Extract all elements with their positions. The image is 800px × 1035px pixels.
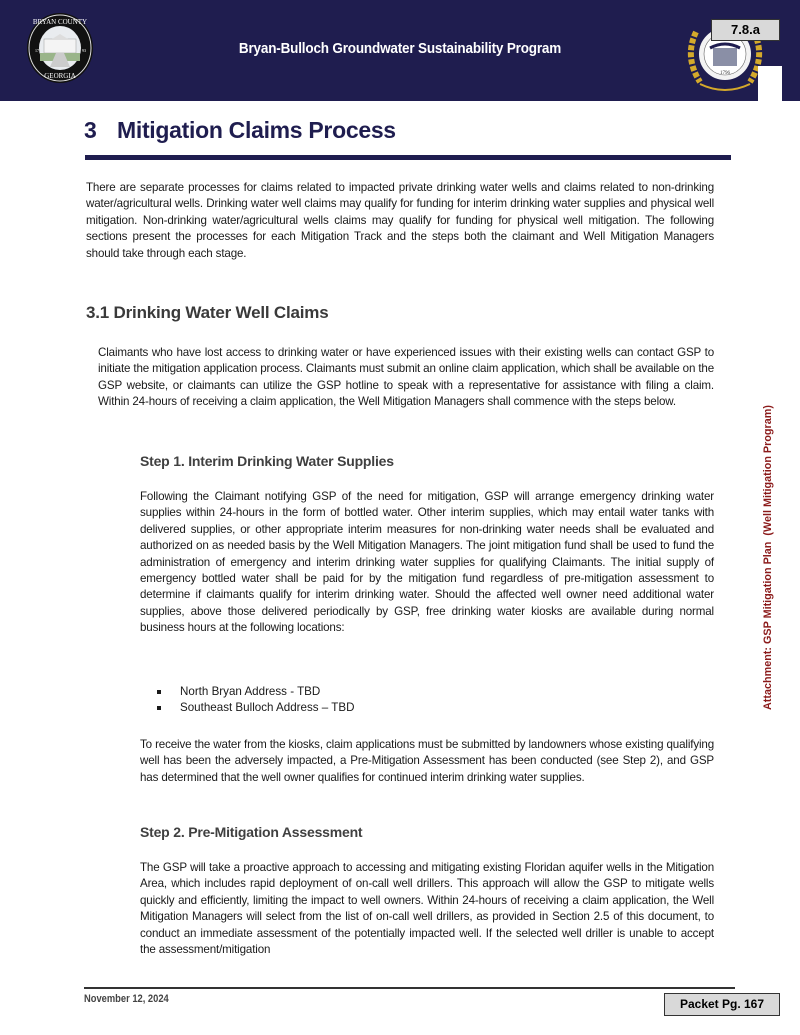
subsection-heading: 3.1 Drinking Water Well Claims <box>86 303 329 322</box>
section-number: 3 <box>84 117 97 143</box>
attachment-side-label: Attachment: GSP Mitigation Plan (Well Mitigation Program) <box>762 405 774 710</box>
footer-divider <box>84 987 735 989</box>
footer-date: November 12, 2024 <box>84 993 169 1005</box>
square-bullet-icon <box>157 706 161 710</box>
list-item: North Bryan Address - TBD <box>155 684 354 700</box>
svg-text:93: 93 <box>82 48 86 53</box>
list-item: Southeast Bulloch Address – TBD <box>155 700 354 716</box>
svg-text:BRYAN COUNTY: BRYAN COUNTY <box>32 18 88 26</box>
agenda-item-badge: 7.8.a <box>711 19 780 41</box>
section-divider <box>85 155 731 160</box>
section-title: Mitigation Claims Process <box>117 117 396 143</box>
svg-text:GEORGIA: GEORGIA <box>44 72 76 80</box>
subsection-paragraph: Claimants who have lost access to drinking water or have experienced issues with their existing wells can contact GSP to initiate the mitigation application process. Claimants must submit an online claim application, which shall be available on the GSP website, or claimants can utilize the GSP hotline to speak with a representative for assistance with filing a claim. Within 24-hours of receiving a claim application, the Well Mitigation Managers shall commence with the steps below. <box>98 346 714 409</box>
svg-text:1796: 1796 <box>720 71 730 76</box>
kiosk-location-list <box>155 684 354 717</box>
program-title: Bryan-Bulloch Groundwater Sustainability Program <box>238 40 562 57</box>
section-heading <box>84 117 396 144</box>
step1-heading: Step 1. Interim Drinking Water Supplies <box>140 453 394 469</box>
svg-text:17: 17 <box>35 48 39 53</box>
page-header <box>0 0 800 101</box>
section-intro-paragraph: There are separate processes for claims related to impacted private drinking water wells and claims related to non-drinking water/agricultural wells. Drinking water well claims may qualify for funding for interim drinking water supplies and physical well mitigation. Non-drinking water/agricultural wells claims may qualify for funding for physical well mitigation. The following sections present the processes for each Mitigation Track and the steps both the claimant and Well Mitigation Managers should take through each stage. <box>86 181 714 260</box>
kiosk-note-paragraph: To receive the water from the kiosks, claim applications must be submitted by landowners whose existing qualifying well has been the adversely impacted, a Pre-Mitigation Assessment has been conducted (see Step 2), and GSP has determined that the well owner qualifies for continued interim drinking water supplies. <box>140 738 714 784</box>
step2-paragraph: The GSP will take a proactive approach to accessing and mitigating existing Floridan aquifer wells in the Mitigation Area, which includes rapid deployment of on-call well drillers. This approach will allow the GSP to mitigate wells quickly and efficiently, limiting the impact to well owners. Within 24-hours of receiving a claim application, the Well Mitigation Managers will select from the list of on-call well drillers, as provided in Section 2.5 of this document, to conduct an immediate assessment of the potentially impacted well. If the selected well driller is unable to accept the assessment/mitigation <box>140 861 714 957</box>
step1-paragraph: Following the Claimant notifying GSP of the need for mitigation, GSP will arrange emergency drinking water supplies within 24-hours in the form of bottled water. Other interim supplies, which may entail water tanks with delivered supplies, or other appropriate interim measures for non-drinking water needs shall be evaluated and authorized on as needed basis by the Well Mitigation Managers. The joint mitigation fund shall be used to fund the administration of emergency and interim drinking water supplies for qualifying Claimants. The initial supply of emergency bottled water shall be paid for by the mitigation fund regardless of pre-mitigation assessment to determine if claimants qualify for interim drinking water. Should the affected well owner need additional water supplies, above those delivered periodically by GSP, free drinking water kiosks are available during normal business hours at the following locations: <box>140 490 714 635</box>
packet-page-badge: Packet Pg. 167 <box>664 993 780 1016</box>
header-tab-notch <box>758 66 782 101</box>
step2-heading: Step 2. Pre-Mitigation Assessment <box>140 824 363 840</box>
square-bullet-icon <box>157 690 161 694</box>
